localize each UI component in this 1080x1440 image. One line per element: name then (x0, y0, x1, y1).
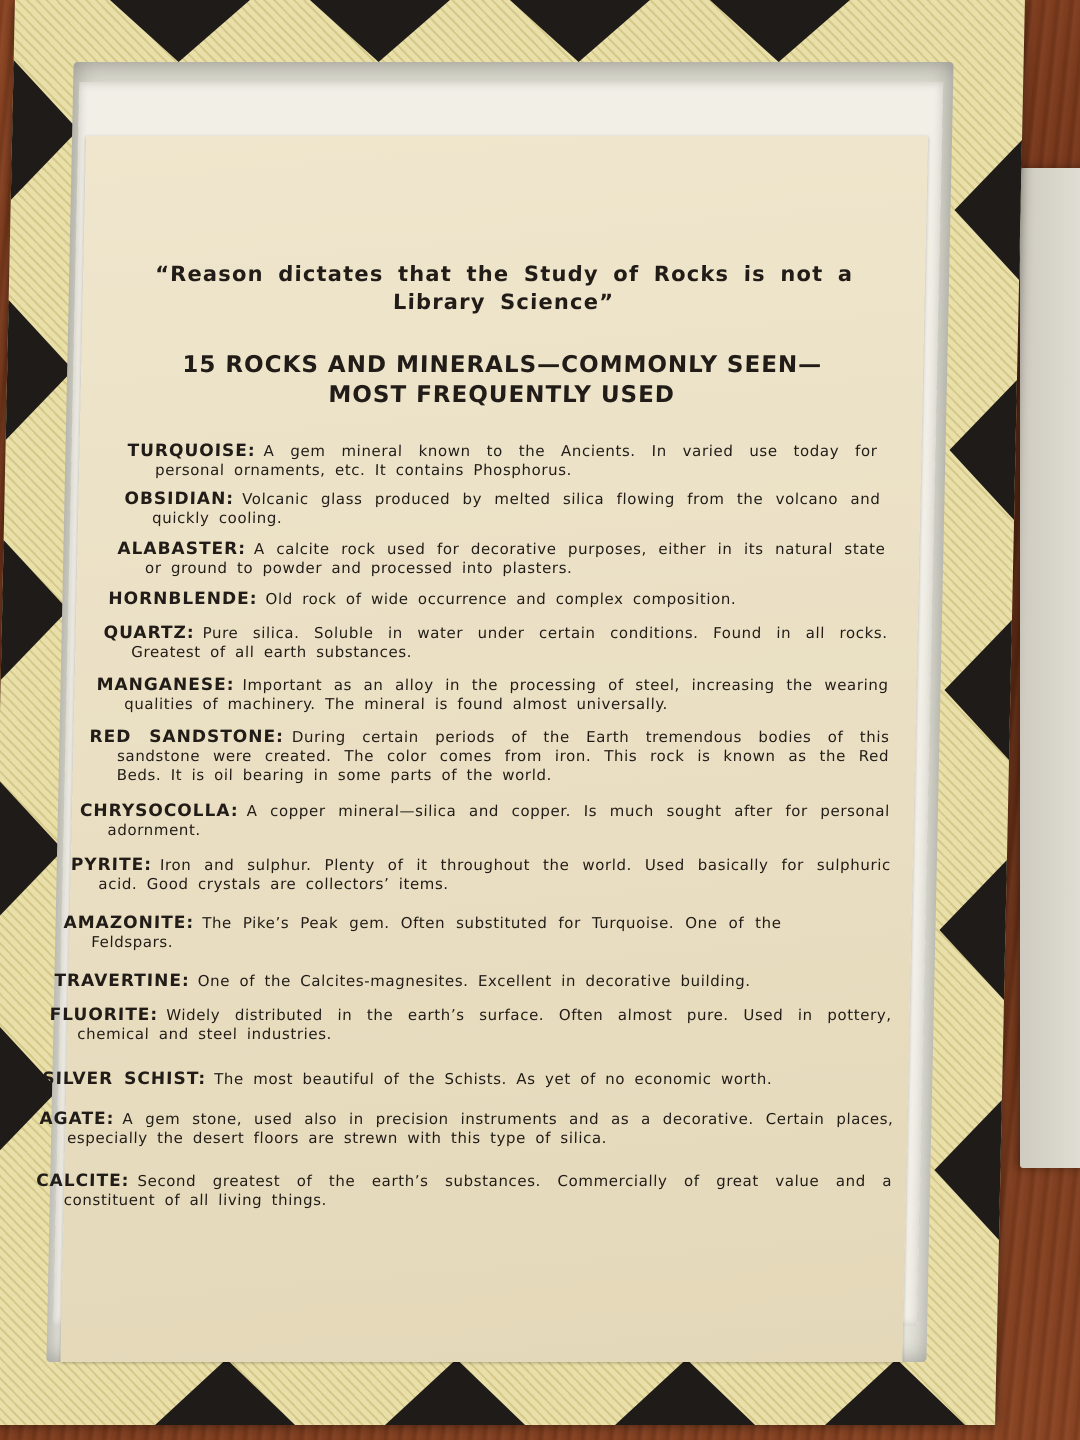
mineral-description: Volcanic glass produced by melted silica flowing from the volcano and quickly cooling. (151, 490, 881, 527)
mineral-description: Pure silica. Soluble in water under certain conditions. Found in all rocks. Greatest of all earth substances. (131, 624, 888, 661)
mineral-description: Iron and sulphur. Plenty of it throughout the world. Used basically for sulphuric acid. Good crystals are collectors’ items. (98, 856, 891, 893)
mineral-entry (103, 623, 888, 662)
mineral-name: TURQUOISE: (127, 441, 256, 461)
mineral-entry (54, 971, 892, 991)
mineral-description: Old rock of wide occurrence and complex composition. (265, 590, 737, 608)
mineral-name: PYRITE: (70, 855, 153, 875)
sheet-heading-line-1: 15 ROCKS AND MINERALS—COMMONLY SEEN— (182, 352, 823, 378)
mineral-description: A copper mineral—silica and copper. Is much sought after for personal adornment. (107, 802, 891, 839)
box-pattern-triangle (1, 540, 70, 680)
mineral-entry (108, 589, 886, 609)
box-tray (35, 62, 953, 1362)
mineral-name: CALCITE: (35, 1171, 130, 1191)
mineral-name: ALABASTER: (117, 539, 247, 559)
mineral-entry (124, 489, 881, 528)
box-pattern-triangle (6, 300, 75, 440)
mineral-entry (96, 675, 889, 714)
mineral-description: A gem stone, used also in precision instruments and as a decorative. Certain places, especially the desert floors are strewn with this type of silica. (66, 1110, 894, 1147)
box-pattern-triangle (155, 1359, 296, 1425)
mineral-description: During certain periods of the Earth tremendous bodies of this sandstone were created. The color comes from iron. This rock is known as the Red Beds. It is oil bearing in some parts of the world. (116, 728, 890, 784)
mineral-entry (63, 913, 782, 952)
mineral-description: A calcite rock used for decorative purposes, either in its natural state or ground to powder and processed into plasters. (144, 540, 886, 577)
mineral-entry (42, 1069, 892, 1089)
adjacent-box-lid (1020, 168, 1080, 1168)
mineral-name: QUARTZ: (103, 623, 195, 643)
box-pattern-triangle (938, 860, 1007, 1000)
box-pattern-triangle (709, 0, 850, 62)
mineral-entry (49, 1005, 892, 1044)
sheet-quote: “Reason dictates that the Study of Rocks is not a Library Science” (154, 262, 854, 314)
mineral-description: Second greatest of the earth’s substances. Commercially of great value and a constituent of all living things. (63, 1172, 893, 1209)
mineral-name: CHRYSOCOLLA: (79, 801, 239, 821)
mineral-list (35, 136, 928, 1362)
box-pattern-triangle (825, 1359, 966, 1425)
mineral-entry (39, 1109, 894, 1148)
mineral-description: Widely distributed in the earth’s surface. Often almost pure. Used in pottery, chemical and steel industries. (77, 1006, 892, 1043)
mineral-description: One of the Calcites-magnesites. Excellent in decorative building. (197, 972, 751, 990)
mineral-name: HORNBLENDE: (108, 589, 258, 609)
box-pattern-triangle (309, 0, 450, 62)
mineral-entry (89, 727, 890, 785)
mineral-name: OBSIDIAN: (124, 489, 235, 509)
mineral-description: A gem mineral known to the Ancients. In varied use today for personal ornaments, etc. It contains Phosphorus. (154, 442, 878, 479)
mineral-name: RED SANDSTONE: (89, 727, 285, 747)
mineral-name: AMAZONITE: (63, 913, 195, 933)
tray-floor (35, 82, 943, 1326)
box-pattern-triangle (0, 780, 65, 920)
box-pattern-triangle (385, 1359, 526, 1425)
mineral-name: AGATE: (39, 1109, 115, 1129)
mineral-entry (117, 539, 886, 578)
mineral-name: SILVER SCHIST: (42, 1069, 207, 1089)
box-pattern-triangle (11, 60, 80, 200)
box-pattern-triangle (509, 0, 650, 62)
mineral-description: Important as an alloy in the processing of steel, increasing the wearing qualities of machinery. The mineral is found almost universally. (123, 676, 889, 713)
mineral-name: TRAVERTINE: (54, 971, 190, 991)
mineral-entry (70, 855, 891, 894)
mineral-description: The most beautiful of the Schists. As yet of no economic worth. (213, 1070, 773, 1088)
mineral-name: MANGANESE: (96, 675, 235, 695)
sheet-heading-line-2: MOST FREQUENTLY USED (328, 382, 676, 408)
mineral-name: FLUORITE: (49, 1005, 159, 1025)
box-pattern-triangle (948, 380, 1017, 520)
box-pattern-triangle (933, 1100, 1002, 1240)
box-pattern-triangle (109, 0, 250, 62)
box-pattern-triangle (953, 140, 1022, 280)
mineral-description: The Pike’s Peak gem. Often substituted for Turquoise. One of the Feldspars. (91, 914, 782, 951)
box-pattern-triangle (943, 620, 1012, 760)
mineral-entry (35, 1171, 893, 1210)
box-pattern-triangle (615, 1359, 756, 1425)
mineral-entry (127, 441, 878, 480)
information-sheet (35, 136, 928, 1362)
mineral-entry (79, 801, 891, 840)
